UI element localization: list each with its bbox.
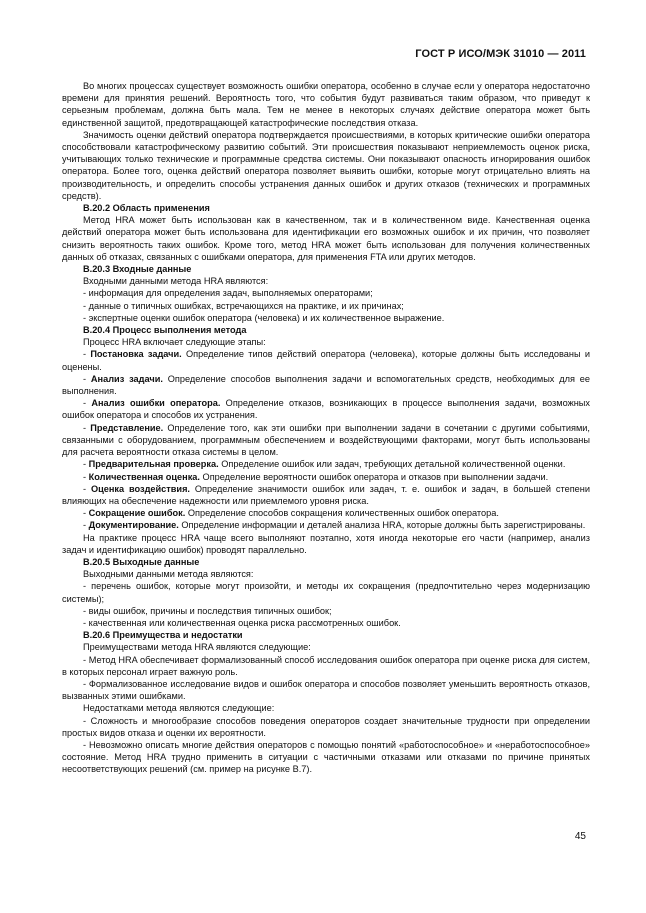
list-item: - данные о типичных ошибках, встречающихся на практике, и их причинах; <box>83 300 404 311</box>
list-item: - Невозможно описать многие действия операторов с помощью понятий «работоспособное» и «неработоспособное» состояние. Метод HRA трудно применить в ситуации с частичными отказами или отказами по причине принятых несоответствующих решений (см. пример на рисунке В.7). <box>62 739 590 775</box>
step-text: Определение отказов, возникающих в процессе выполнения задачи, возможных ошибок оператора и способов их устранения. <box>62 398 590 421</box>
step-term: Постановка задачи. <box>90 349 182 360</box>
step-term: Предварительная проверка. <box>88 459 219 470</box>
list-item: - виды ошибок, причины и последствия типичных ошибок; <box>83 605 332 616</box>
paragraph: Выходными данными метода являются: <box>83 569 254 580</box>
step-term: Документирование. <box>88 520 179 531</box>
section-heading: В.20.6 Преимущества и недостатки <box>83 630 243 641</box>
paragraph: На практике процесс HRA чаще всего выполняют поэтапно, хотя иногда некоторые его части (например, анализ задач и идентификацию ошибок) проводят параллельно. <box>62 532 590 555</box>
step-term: Количественная оценка. <box>88 471 200 482</box>
process-step: - Постановка задачи. Определение типов действий оператора (человека), которые должны быть исследованы и оценены. <box>62 349 590 372</box>
paragraph: Значимость оценки действий оператора подтверждается происшествиями, в которых критические ошибки оператора способствовали катастрофическому развитию событий. Эти происшествия показывают неприемлемость оценок риска, учитывающих только технические и программные средства системы. Они показывают опасность игнорирования ошибок оператора. Более того, оценка действий оператора позволяет выявить ошибки, которые могут отрицательно влиять на производительность, и определить способы устранения данных ошибок и других отказов (технических и программных средств). <box>62 129 590 201</box>
step-term: Представление. <box>90 422 164 433</box>
step-text: Определение типов действий оператора (человека), которые должны быть исследованы и оценены. <box>62 349 590 372</box>
standard-header: ГОСТ Р ИСО/МЭК 31010 — 2011 <box>415 48 586 60</box>
step-text: Определение того, как эти ошибки при выполнении задачи в сочетании с другими событиями, связанными с оборудованием, программным обеспечением и воздействующими факторами, могут быть использованы для расчета вероятности отказа системы в целом. <box>62 422 590 458</box>
paragraph: Процесс HRA включает следующие этапы: <box>83 337 266 348</box>
step-term: Сокращение ошибок. <box>88 508 186 519</box>
paragraph: Входными данными метода HRA являются: <box>83 276 269 287</box>
list-item: - перечень ошибок, которые могут произойти, и методы их сокращения (предпочтительно через модернизацию системы); <box>62 581 590 604</box>
process-step: - Представление. Определение того, как эти ошибки при выполнении задачи в сочетании с другими событиями, связанными с оборудованием, программным обеспечением и воздействующими факторами, могут быть использованы для расчета вероятности отказа системы в целом. <box>62 422 590 458</box>
step-term: Анализ ошибки оператора. <box>91 398 221 409</box>
process-step: - Количественная оценка. Определение вероятности ошибок оператора и отказов при выполнении задачи. <box>83 471 549 482</box>
section-heading: В.20.5 Выходные данные <box>83 556 200 567</box>
section-heading: В.20.4 Процесс выполнения метода <box>83 325 247 336</box>
list-item: - Сложность и многообразие способов поведения операторов создает значительные трудности при определении простых видов отказа и оценки их вероятности. <box>62 715 590 738</box>
step-text: Определение значимости ошибок или задач, т. е. ошибок и задач, в большей степени влияющих на обеспечение надежности или приемлемого уровня риска. <box>62 483 590 506</box>
process-step: - Сокращение ошибок. Определение способов сокращения количественных ошибок оператора. <box>83 508 499 519</box>
step-text: Определение способов сокращения количественных ошибок оператора. <box>187 508 499 519</box>
section-heading: В.20.2 Область применения <box>83 203 210 214</box>
process-step: - Предварительная проверка. Определение ошибок или задач, требующих детальной количественной оценки. <box>83 459 566 470</box>
list-item: - экспертные оценки ошибок оператора (человека) и их количественное выражение. <box>83 312 445 323</box>
step-term: Оценка воздействия. <box>90 483 190 494</box>
step-text: Определение ошибок или задач, требующих детальной количественной оценки. <box>221 459 566 470</box>
step-text: Определение информации и деталей анализа HRA, которые должны быть зарегистрированы. <box>181 520 586 531</box>
process-step: - Анализ ошибки оператора. Определение отказов, возникающих в процессе выполнения задачи, возможных ошибок оператора и способов их устранения. <box>62 398 590 421</box>
paragraph: Преимуществами метода HRA являются следующие: <box>83 642 311 653</box>
step-text: Определение вероятности ошибок оператора и отказов при выполнении задачи. <box>202 471 549 482</box>
process-step: - Оценка воздействия. Определение значимости ошибок или задач, т. е. ошибок и задач, в большей степени влияющих на обеспечение надежности или приемлемого уровня риска. <box>62 483 590 506</box>
list-item: - информация для определения задач, выполняемых операторами; <box>83 288 373 299</box>
process-step: - Анализ задачи. Определение способов выполнения задачи и вспомогательных средств, необходимых для ее выполнения. <box>62 373 591 397</box>
list-item: - качественная или количественная оценка риска рассмотренных ошибок. <box>83 617 401 628</box>
paragraph: Недостатками метода являются следующие: <box>83 703 275 714</box>
page-number: 45 <box>574 831 586 842</box>
process-step: - Документирование. Определение информации и деталей анализа HRA, которые должны быть зарегистрированы. <box>83 520 586 531</box>
step-text: Определение способов выполнения задачи и вспомогательных средств, необходимых для ее выполнения. <box>62 373 591 397</box>
section-heading: В.20.3 Входные данные <box>83 264 192 275</box>
document-body <box>62 80 590 776</box>
list-item: - Формализованное исследование видов и ошибок оператора и способов позволяет уменьшить вероятность отказов, вызванных этими ошибками. <box>62 678 590 702</box>
step-term: Анализ задачи. <box>90 373 163 384</box>
paragraph: Во многих процессах существует возможность ошибки оператора, особенно в случае если у оператора недостаточно времени для принятия решений. Вероятность того, что события будут развиваться таким образом, что приведут к серьезным проблемам, должна быть мала. Тем не менее в некоторых случаях действие оператора может быть единственной защитой, предотвращающей катастрофические последствия отказа. <box>62 81 590 128</box>
paragraph: Метод HRA может быть использован как в качественном, так и в количественном виде. Качественная оценка действий оператора может быть использована для идентификации его возможных ошибок и их причин, что позволяет снизить вероятность таких ошибок. Кроме того, метод HRA может быть использован для получения количественных данных об отказах, связанных с ошибками оператора, для применения FTA или других методов. <box>62 215 590 262</box>
list-item: - Метод HRA обеспечивает формализованный способ исследования ошибок оператора при оценке риска для систем, в которых персонал играет важную роль. <box>62 654 590 677</box>
